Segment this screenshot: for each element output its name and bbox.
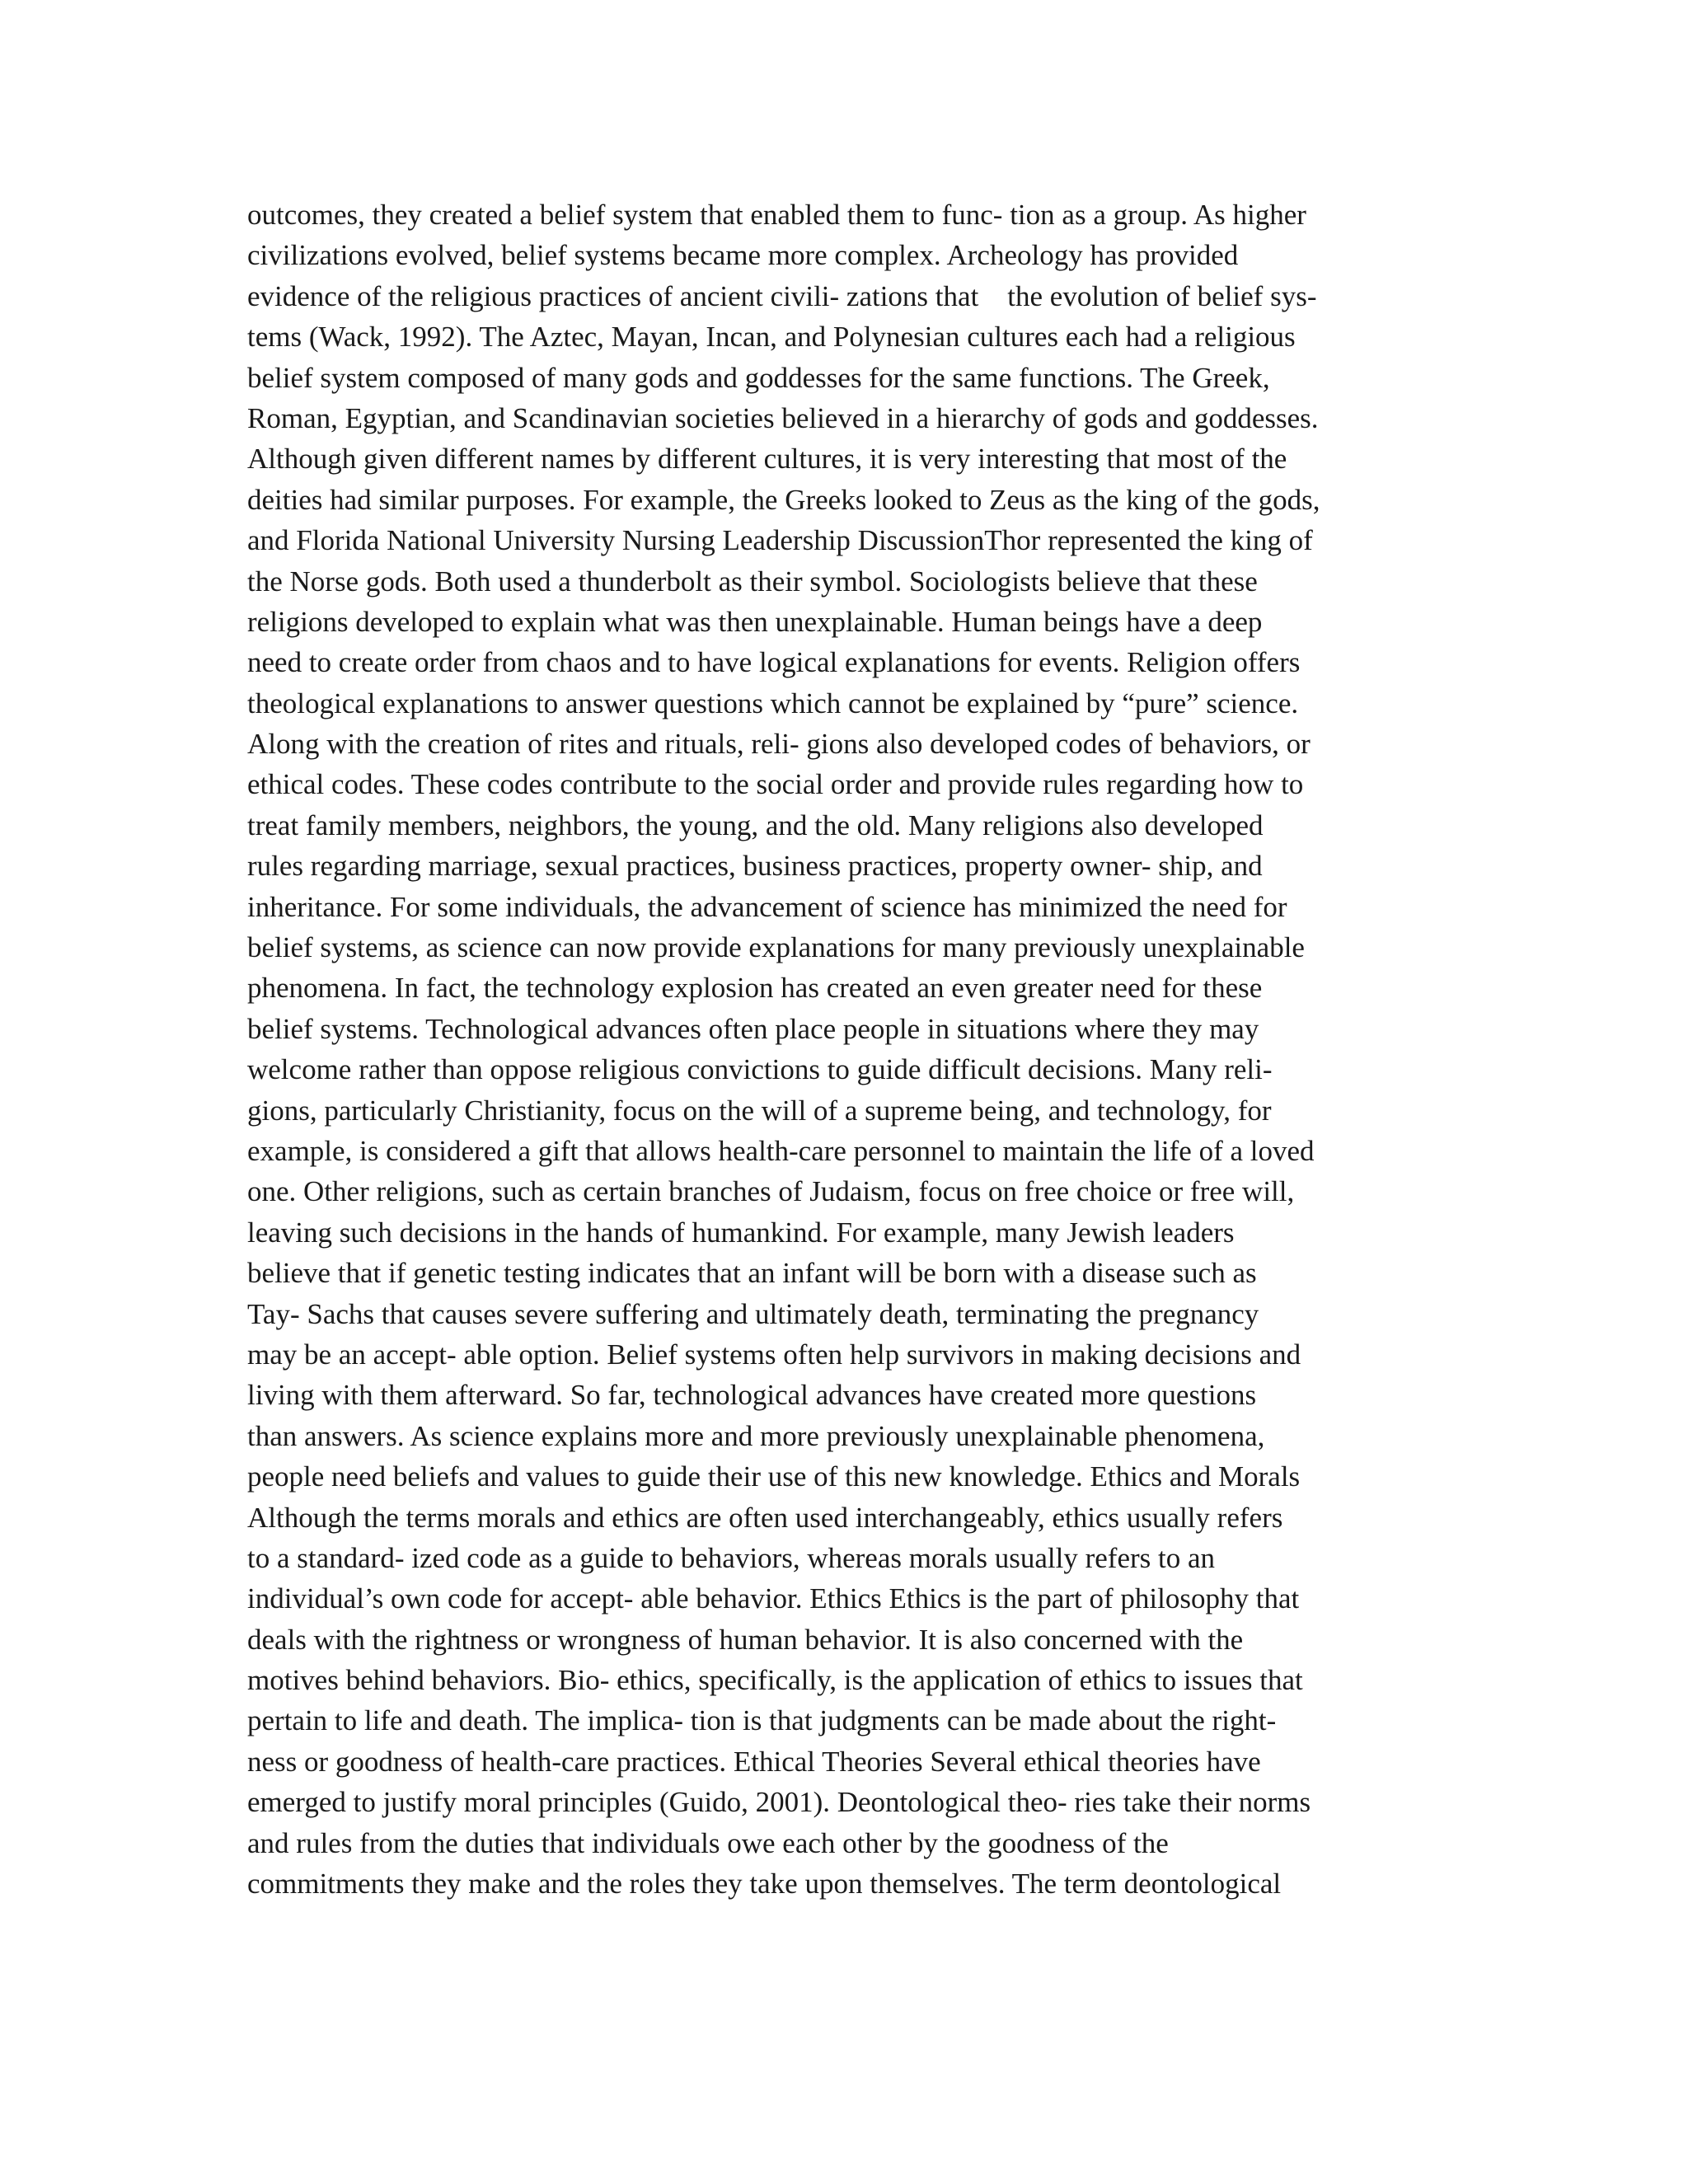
text-line: phenomena. In fact, the technology explosion has created an even greater need for these [247, 972, 1263, 1005]
text-line: belief systems, as science can now provide explanations for many previously unexplainable [247, 931, 1305, 964]
text-line: Roman, Egyptian, and Scandinavian societies believed in a hierarchy of gods and goddesses. [247, 401, 1319, 434]
text-line: motives behind behaviors. Bio- ethics, specifically, is the application of ethics to issues that [247, 1664, 1303, 1697]
text-line: need to create order from chaos and to have logical explanations for events. Religion offers [247, 646, 1301, 679]
text-line: Along with the creation of rites and rituals, reli- gions also developed codes of behaviors, or [247, 728, 1311, 761]
body-text [247, 194, 1451, 1904]
text-line: emerged to justify moral principles (Guido, 2001). Deontological theo- ries take their norms [247, 1786, 1311, 1819]
text-line: and rules from the duties that individuals owe each other by the goodness of the [247, 1826, 1169, 1859]
text-line: pertain to life and death. The implica- tion is that judgments can be made about the right- [247, 1704, 1277, 1737]
text-line: people need beliefs and values to guide their use of this new knowledge. Ethics and Morals [247, 1460, 1301, 1493]
text-line: civilizations evolved, belief systems became more complex. Archeology has provided [247, 239, 1239, 272]
text-line: one. Other religions, such as certain branches of Judaism, focus on free choice or free will, [247, 1175, 1295, 1208]
text-line: ethical codes. These codes contribute to the social order and provide rules regarding how to [247, 768, 1304, 801]
text-line: gions, particularly Christianity, focus on the will of a supreme being, and technology, for [247, 1094, 1272, 1127]
text-line: belief system composed of many gods and goddesses for the same functions. The Greek, [247, 361, 1270, 394]
text-line: outcomes, they created a belief system that enabled them to func- tion as a group. As higher [247, 199, 1306, 231]
text-line: the Norse gods. Both used a thunderbolt as their symbol. Sociologists believe that these [247, 565, 1258, 598]
text-line: inheritance. For some individuals, the advancement of science has minimized the need for [247, 890, 1287, 923]
text-line: deities had similar purposes. For example, the Greeks looked to Zeus as the king of the gods, [247, 483, 1320, 516]
text-line: ness or goodness of health-care practices. Ethical Theories Several ethical theories have [247, 1745, 1261, 1778]
text-line: may be an accept- able option. Belief systems often help survivors in making decisions and [247, 1338, 1301, 1371]
text-line: welcome rather than oppose religious convictions to guide difficult decisions. Many reli- [247, 1053, 1273, 1086]
text-line: belief systems. Technological advances often place people in situations where they may [247, 1012, 1259, 1045]
text-line: to a standard- ized code as a guide to behaviors, whereas morals usually refers to an [247, 1541, 1216, 1574]
text-line: individual’s own code for accept- able behavior. Ethics Ethics is the part of philosophy that [247, 1582, 1300, 1615]
text-line: leaving such decisions in the hands of humankind. For example, many Jewish leaders [247, 1216, 1235, 1249]
text-line: deals with the rightness or wrongness of human behavior. It is also concerned with the [247, 1623, 1244, 1656]
text-line: Tay- Sachs that causes severe suffering and ultimately death, terminating the pregnancy [247, 1297, 1259, 1330]
text-line: living with them afterward. So far, technological advances have created more questions [247, 1379, 1257, 1412]
text-line: commitments they make and the roles they take upon themselves. The term deontological [247, 1868, 1282, 1900]
text-line: rules regarding marriage, sexual practices, business practices, property owner- ship, and [247, 850, 1263, 883]
text-line: religions developed to explain what was then unexplainable. Human beings have a deep [247, 605, 1263, 638]
text-line: than answers. As science explains more and more previously unexplainable phenomena, [247, 1419, 1265, 1452]
text-line: tems (Wack, 1992). The Aztec, Mayan, Incan, and Polynesian cultures each had a religious [247, 321, 1296, 354]
text-line: treat family members, neighbors, the young, and the old. Many religions also developed [247, 808, 1264, 841]
text-line: believe that if genetic testing indicates that an infant will be born with a disease such as [247, 1257, 1257, 1290]
text-line: Although given different names by different cultures, it is very interesting that most of the [247, 443, 1287, 476]
text-line: example, is considered a gift that allows health-care personnel to maintain the life of a loved [247, 1134, 1315, 1167]
text-line: and Florida National University Nursing Leadership DiscussionThor represented the king of [247, 524, 1313, 557]
text-line: Although the terms morals and ethics are often used interchangeably, ethics usually refers [247, 1501, 1283, 1534]
text-line: theological explanations to answer questions which cannot be explained by “pure” science. [247, 687, 1299, 719]
text-line: evidence of the religious practices of ancient civili- zations that the evolution of belief sys- [247, 279, 1317, 312]
